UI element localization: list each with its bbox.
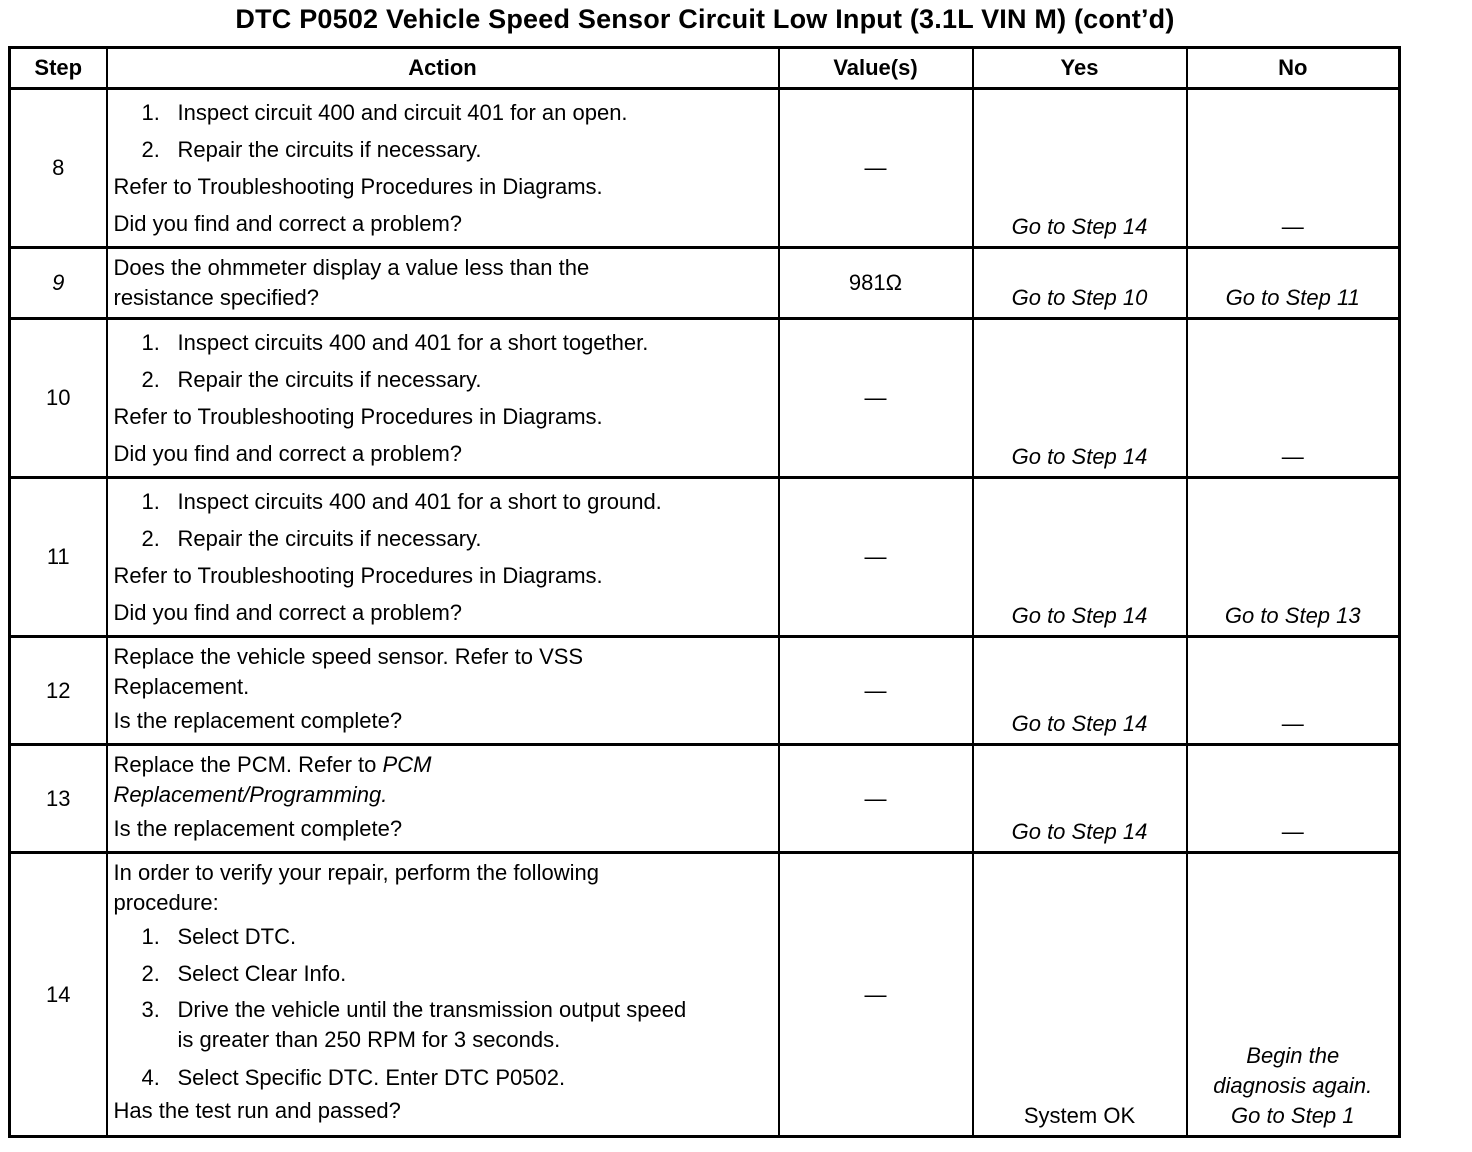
step-number: 12 xyxy=(10,637,107,745)
action-question: resistance specified? xyxy=(113,285,319,310)
action-cell xyxy=(107,319,779,478)
yes-cell: Go to Step 14 xyxy=(973,89,1187,248)
action-line: Refer to Troubleshooting Procedures in Diagrams. xyxy=(113,404,603,429)
yes-cell: Go to Step 14 xyxy=(973,745,1187,853)
numbered-step: 4. Select Specific DTC. Enter DTC P0502. xyxy=(141,1065,566,1090)
value-cell: 981Ω xyxy=(779,248,973,319)
value-cell: — xyxy=(779,745,973,853)
value-cell: — xyxy=(779,89,973,248)
yes-cell: System OK xyxy=(973,853,1187,1137)
action-line: Replace the PCM. Refer to PCM xyxy=(113,752,432,777)
yes-cell: Go to Step 14 xyxy=(973,478,1187,637)
header-yes: Yes xyxy=(973,48,1187,89)
action-line: Refer to Troubleshooting Procedures in Diagrams. xyxy=(113,174,603,199)
action-question: Has the test run and passed? xyxy=(113,1098,401,1123)
no-cell: — xyxy=(1187,637,1400,745)
value-cell: — xyxy=(779,637,973,745)
action-line: In order to verify your repair, perform the following xyxy=(113,860,599,885)
action-question: Did you find and correct a problem? xyxy=(113,211,463,236)
table-row-step-13 xyxy=(10,745,1400,853)
header-row xyxy=(10,48,1400,89)
step-number: 14 xyxy=(10,853,107,1137)
table-row-step-8 xyxy=(10,89,1400,248)
step-number: 10 xyxy=(10,319,107,478)
table-row-step-10 xyxy=(10,319,1400,478)
header-action: Action xyxy=(107,48,779,89)
step-number: 8 xyxy=(10,89,107,248)
numbered-step: 1. Select DTC. xyxy=(141,924,297,949)
no-cell: — xyxy=(1187,745,1400,853)
action-question: Is the replacement complete? xyxy=(113,708,403,733)
yes-cell: Go to Step 10 xyxy=(973,248,1187,319)
action-line: Replace the vehicle speed sensor. Refer to VSS xyxy=(113,644,584,669)
action-cell xyxy=(107,89,779,248)
step-number: 13 xyxy=(10,745,107,853)
no-cell: Go to Step 11 xyxy=(1187,248,1400,319)
header-step: Step xyxy=(10,48,107,89)
table-row-step-12 xyxy=(10,637,1400,745)
no-cell: — xyxy=(1187,319,1400,478)
numbered-step: 1. Inspect circuits 400 and 401 for a short to ground. xyxy=(141,489,662,514)
action-question: Did you find and correct a problem? xyxy=(113,441,463,466)
action-question: Is the replacement complete? xyxy=(113,816,403,841)
yes-cell: Go to Step 14 xyxy=(973,319,1187,478)
numbered-step: 1. Inspect circuits 400 and 401 for a short together. xyxy=(141,330,649,355)
no-cell: Go to Step 13 xyxy=(1187,478,1400,637)
table-row-step-11 xyxy=(10,478,1400,637)
no-cell: — xyxy=(1187,89,1400,248)
page-title: DTC P0502 Vehicle Speed Sensor Circuit Low Input (3.1L VIN M) (cont’d) xyxy=(235,4,1175,34)
action-cell xyxy=(107,637,779,745)
action-line: Refer to Troubleshooting Procedures in Diagrams. xyxy=(113,563,603,588)
header-no: No xyxy=(1187,48,1400,89)
numbered-step: 1. Inspect circuit 400 and circuit 401 for an open. xyxy=(141,100,628,125)
numbered-step: 2. Repair the circuits if necessary. xyxy=(141,526,482,551)
action-cell xyxy=(107,478,779,637)
table-row-step-14 xyxy=(10,853,1400,1137)
value-cell: — xyxy=(779,319,973,478)
step-number: 11 xyxy=(10,478,107,637)
action-line: procedure: xyxy=(113,890,219,915)
action-question: Did you find and correct a problem? xyxy=(113,600,463,625)
value-cell: — xyxy=(779,478,973,637)
no-cell: Begin the diagnosis again. Go to Step 1 xyxy=(1187,853,1400,1137)
header-values: Value(s) xyxy=(779,48,973,89)
step-number: 9 xyxy=(10,248,107,319)
diagnostic-table xyxy=(8,46,1401,1138)
value-cell: — xyxy=(779,853,973,1137)
pcm-reference-continued: Replacement/Programming. xyxy=(113,782,388,807)
table-row-step-9 xyxy=(10,248,1400,319)
numbered-step: 3. Drive the vehicle until the transmission output speed is greater than 250 RPM for 3 seconds. xyxy=(141,997,687,1052)
numbered-step: 2. Repair the circuits if necessary. xyxy=(141,367,482,392)
action-cell xyxy=(107,853,779,1137)
numbered-step: 2. Repair the circuits if necessary. xyxy=(141,137,482,162)
action-cell xyxy=(107,248,779,319)
action-line: Does the ohmmeter display a value less than the xyxy=(113,255,590,280)
action-line: Replacement. xyxy=(113,674,250,699)
yes-cell: Go to Step 14 xyxy=(973,637,1187,745)
action-cell xyxy=(107,745,779,853)
numbered-step: 2. Select Clear Info. xyxy=(141,961,347,986)
pcm-reference: PCM xyxy=(382,752,432,777)
